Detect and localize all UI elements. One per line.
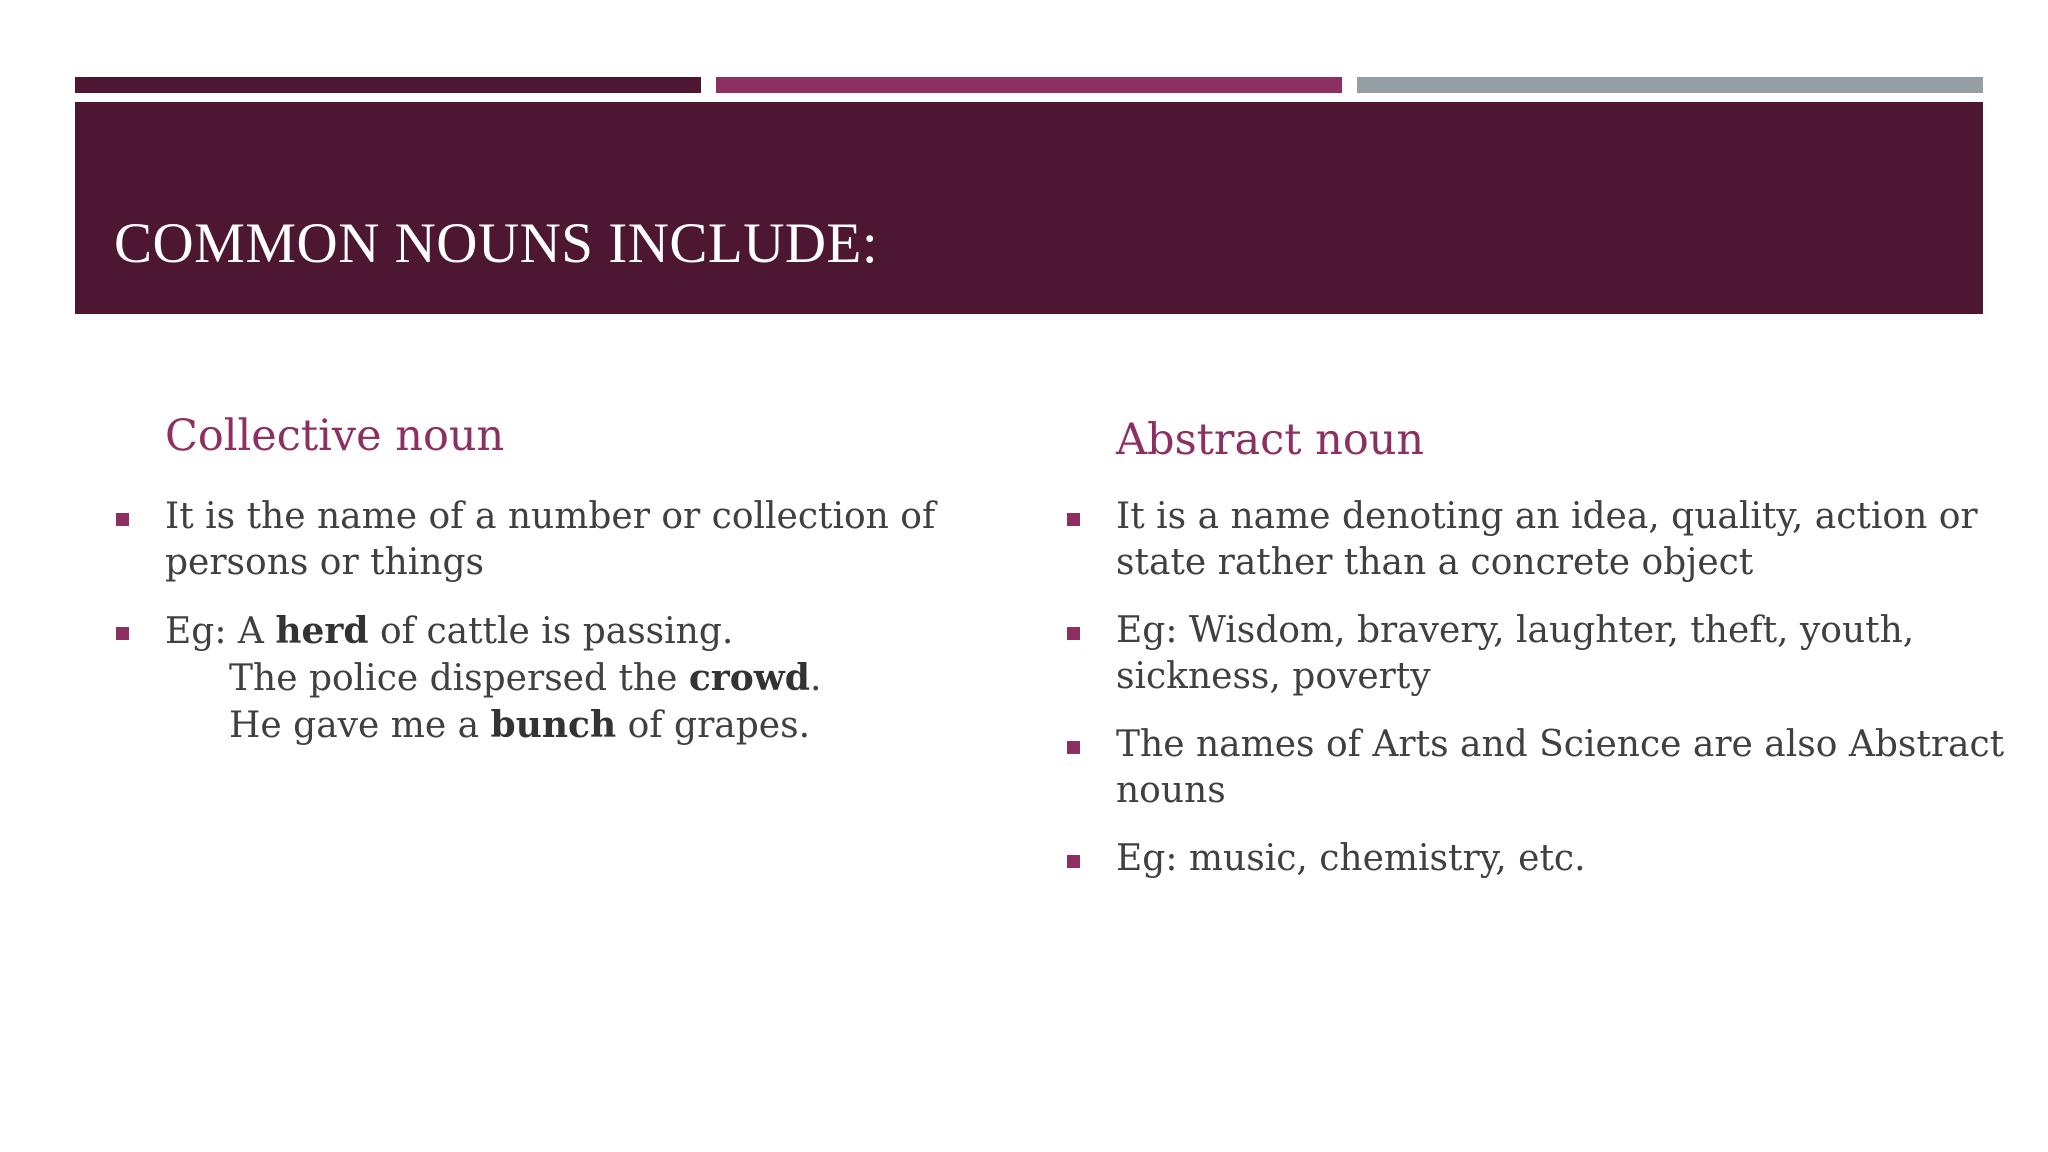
- abstract-noun-column: [1066, 408, 2005, 904]
- emphasis: crowd: [688, 657, 810, 699]
- square-bullet-icon: [1067, 855, 1080, 868]
- collective-noun-list: [115, 494, 995, 749]
- square-bullet-icon: [116, 627, 129, 640]
- square-bullet-icon: [1067, 513, 1080, 526]
- list-item: Eg: music, chemistry, etc.: [1066, 836, 1946, 882]
- accent-bar-grey: [1357, 77, 1983, 93]
- abstract-noun-list: [1066, 494, 2005, 882]
- emphasis: herd: [275, 610, 369, 652]
- list-item: [115, 608, 995, 749]
- example-line: He gave me a bunch of grapes.: [229, 704, 811, 746]
- accent-bar-dark: [75, 77, 701, 93]
- collective-noun-column: [115, 408, 995, 771]
- square-bullet-icon: [1067, 741, 1080, 754]
- slide-title: COMMON NOUNS INCLUDE:: [114, 212, 879, 275]
- accent-bar-magenta: [716, 77, 1342, 93]
- list-item: The names of Arts and Science are also Abstract nouns: [1066, 722, 1946, 814]
- square-bullet-icon: [1067, 627, 1080, 640]
- title-band: [75, 102, 1983, 314]
- list-item: It is a name denoting an idea, quality, action or state rather than a concrete object: [1066, 494, 1946, 586]
- example-line: Eg: A herd of cattle is passing.: [165, 610, 734, 652]
- square-bullet-icon: [116, 513, 129, 526]
- example-line: The police dispersed the crowd.: [229, 657, 822, 699]
- abstract-noun-heading: Abstract noun: [1116, 415, 1425, 465]
- emphasis: bunch: [490, 704, 617, 746]
- collective-noun-heading: Collective noun: [165, 411, 505, 461]
- list-item: It is the name of a number or collection of persons or things: [115, 494, 995, 586]
- list-item: Eg: Wisdom, bravery, laughter, theft, youth, sickness, poverty: [1066, 608, 1946, 700]
